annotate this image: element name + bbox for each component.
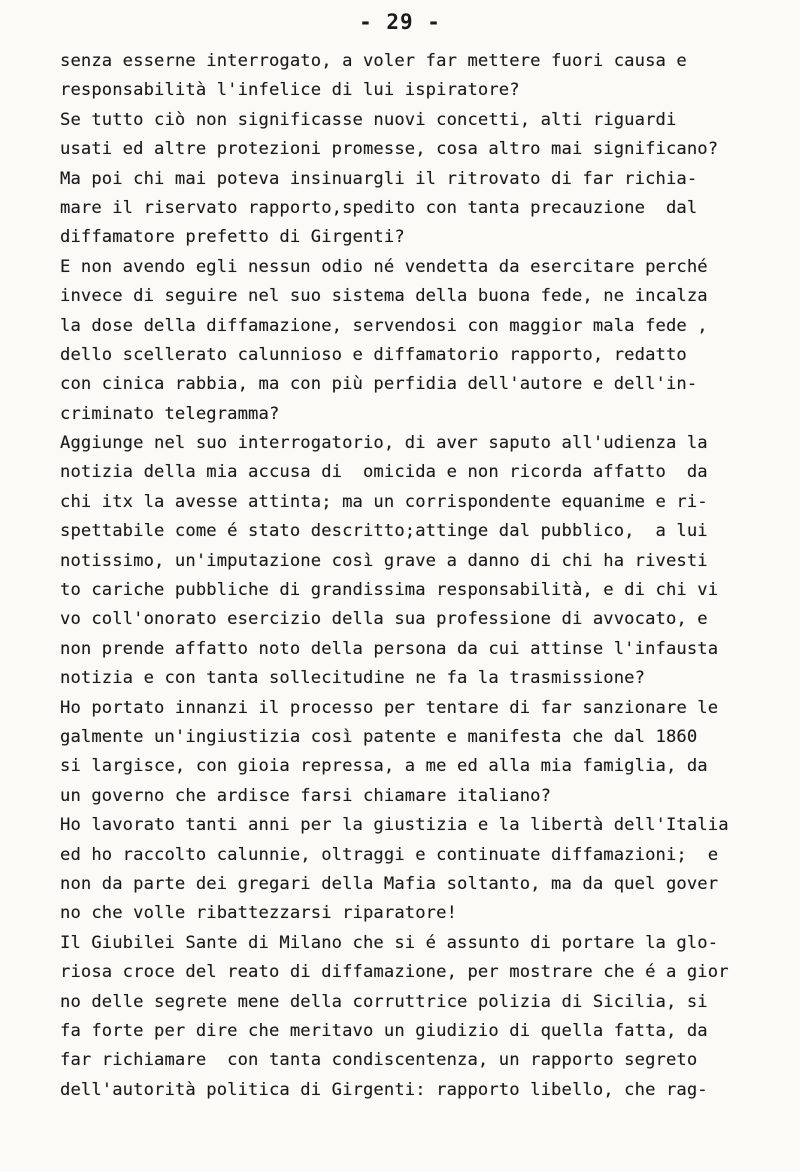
text-line: con cinica rabbia, ma con più perfidia dell'autore e dell'in- [60, 374, 698, 395]
text-line: non prende affatto noto della persona da cui attinse l'infausta [60, 638, 719, 659]
text-line: vo coll'onorato esercizio della sua professione di avvocato, e [60, 609, 708, 630]
text-line: E non avendo egli nessun odio né vendetta da esercitare perché [60, 256, 708, 277]
text-line: dell'autorità politica di Girgenti: rapporto libello, che rag- [60, 1079, 708, 1100]
text-line: no che volle ribattezzarsi riparatore! [60, 903, 458, 924]
text-line: un governo che ardisce farsi chiamare italiano? [60, 785, 552, 806]
text-line: mare il riservato rapporto,spedito con tanta precauzione dal [60, 197, 698, 218]
text-line: far richiamare con tanta condiscentenza, un rapporto segreto [60, 1050, 698, 1071]
typewritten-text [60, 47, 760, 1105]
text-line: notizia della mia accusa di omicida e non ricorda affatto da [60, 462, 708, 483]
text-line: senza esserne interrogato, a voler far mettere fuori causa e [60, 51, 687, 71]
text-line: responsabilità l'infelice di lui ispiratore? [60, 80, 520, 101]
text-line: no delle segrete mene della corruttrice polizia di Sicilia, si [60, 991, 708, 1012]
text-line: notissimo, un'imputazione così grave a danno di chi ha rivesti [60, 550, 708, 571]
text-line: Ma poi chi mai poteva insinuargli il ritrovato di far richia- [60, 168, 698, 189]
text-line: non da parte dei gregari della Mafia soltanto, ma da quel gover [60, 873, 719, 894]
text-line: Se tutto ciò non significasse nuovi concetti, alti riguardi [60, 109, 677, 130]
text-line: galmente un'ingiustizia così patente e manifesta che dal 1860 [60, 726, 698, 747]
text-line: la dose della diffamazione, servendosi con maggior mala fede , [60, 315, 708, 336]
text-line: Ho lavorato tanti anni per la giustizia e la libertà dell'Italia [60, 815, 729, 836]
text-line: usati ed altre protezioni promesse, cosa altro mai significano? [60, 139, 719, 160]
text-line: Il Giubilei Sante di Milano che si é assunto di portare la glo- [60, 932, 719, 953]
text-line: invece di seguire nel suo sistema della buona fede, ne incalza [60, 286, 708, 307]
text-line: criminato telegramma? [60, 403, 280, 424]
text-line: fa forte per dire che meritavo un giudizio di quella fatta, da [60, 1020, 708, 1041]
text-line: ed ho raccolto calunnie, oltraggi e continuate diffamazioni; e [60, 844, 719, 865]
text-line: chi itx la avesse attinta; ma un corrispondente equanime e ri- [60, 491, 708, 512]
text-line: to cariche pubbliche di grandissima responsabilità, e di chi vi [60, 580, 719, 601]
text-line: dello scellerato calunnioso e diffamatorio rapporto, redatto [60, 344, 687, 365]
text-line: si largisce, con gioia repressa, a me ed alla mia famiglia, da [60, 756, 708, 777]
text-line: riosa croce del reato di diffamazione, per mostrare che é a gior [60, 962, 729, 983]
text-line: Ho portato innanzi il processo per tentare di far sanzionare le [60, 697, 719, 718]
text-line: Aggiunge nel suo interrogatorio, di aver saputo all'udienza la [60, 433, 708, 454]
page-number: - 29 - [359, 10, 441, 34]
text-line: notizia e con tanta sollecitudine ne fa la trasmissione? [60, 668, 646, 689]
text-line: spettabile come é stato descritto;attinge dal pubblico, a lui [60, 521, 708, 542]
text-line: diffamatore prefetto di Girgenti? [60, 227, 405, 248]
